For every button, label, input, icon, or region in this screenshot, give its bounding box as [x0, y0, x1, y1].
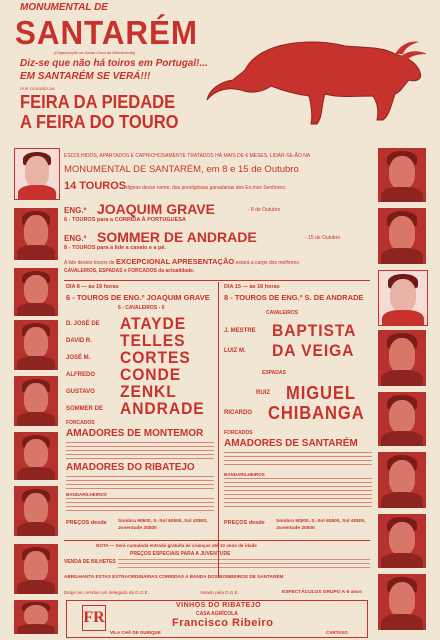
- day8-fill-3: [66, 498, 214, 514]
- sponsor-logo: FR: [82, 605, 106, 631]
- portrait-photo-11: [378, 208, 426, 264]
- day15-matador-1-first: RUIZ: [256, 390, 270, 396]
- ganadero-2-date: - 15 de Outubro: [305, 235, 341, 241]
- footer-espectaculos: ESPECTÁCULOS GRUPO A-5 anos: [282, 590, 362, 595]
- day8-bandarilheiros: BANDARILHEIROS: [66, 492, 107, 497]
- footer-visado: Visado pela D.G.E.: [200, 590, 239, 595]
- footer-abrilhanta: ABRILHANTA ESTAS EXTRAORDINÁRIAS CORRIDAS A BANDA DOS BOMBEIROS DE SANTARÉM: [64, 574, 284, 579]
- portrait-photo-17: [378, 574, 426, 630]
- day8-forcados: FORCADOS: [66, 420, 95, 426]
- footer-venda: VENDA DE BILHETES: [64, 559, 116, 565]
- header-city: SANTARÉM: [15, 14, 198, 51]
- intro-line-1: ESCOLHIDOS, APARTADOS E CAPRICHOSAMENTE TRATADOS HÁ MAIS DE 6 MESES, LIDAR-SE-ÃO NA: [64, 153, 311, 159]
- day8-group-1: AMADORES DE MONTEMOR: [66, 428, 204, 439]
- day8-rider-4-last: CONDE: [120, 365, 182, 384]
- ganadero-1-date: - 8 de Outubro: [248, 207, 281, 213]
- day15-fill-2: [224, 478, 372, 508]
- day8-rider-4-first: ALFREDO: [66, 372, 95, 378]
- portrait-photo-3: [14, 268, 58, 316]
- day15-forcados: FORCADOS: [224, 430, 253, 436]
- header-monumental: MONUMENTAL DE: [20, 2, 108, 13]
- day8-date: DIA 8 — às 16 horas: [66, 284, 119, 290]
- day8-rider-6-first: SOMMER DE: [66, 406, 104, 412]
- ganadero-1-name: JOAQUIM GRAVE: [97, 201, 215, 217]
- sponsor-casa: CASA AGRÍCOLA: [196, 611, 238, 617]
- day8-group-2: AMADORES DO RIBATEJO: [66, 462, 195, 473]
- sponsor-cartaxo: CARTAXO: [326, 630, 348, 635]
- portrait-photo-10: [378, 148, 426, 202]
- day15-group: AMADORES DE SANTARÉM: [224, 438, 358, 449]
- day15-precos-label: PREÇOS desde: [224, 520, 265, 526]
- day8-rider-2-last: TELLES: [120, 331, 186, 350]
- day15-rider-2-last: DA VEIGA: [272, 341, 355, 360]
- day15-bandarilheiros: BANDARILHEIROS: [224, 472, 265, 477]
- day8-fill-2: [66, 476, 214, 490]
- excepcional-highlight: EXCEPCIONAL APRESENTAÇÃO: [115, 257, 235, 266]
- portrait-photo-9: [14, 600, 58, 634]
- header-organizer: (Organização da Santa Casa da Misericórdia): [54, 50, 136, 55]
- day8-rider-6-last: ANDRADE: [120, 399, 205, 418]
- excepcional-text-1: A lide destes touros de: [64, 260, 115, 266]
- sponsor-vila: VILA CHÃ DE OURIQUE: [110, 630, 161, 635]
- day15-touros: 8 - TOUROS DE ENG.º S. DE ANDRADE: [224, 293, 364, 302]
- ganadero-2-prefix: ENG.º: [64, 234, 87, 243]
- portrait-photo-8: [14, 544, 58, 594]
- portrait-photo-7: [14, 486, 58, 536]
- footer-venda-fill: [118, 559, 370, 571]
- day15-precos: Sombra 90$00, S.-Sol 60$00, Sol 40$00, Juventude 20$00: [276, 519, 366, 531]
- excepcional-text-2: estará a cargo dos melhores: [235, 260, 299, 266]
- day8-cavaleiros: 6 - CAVALEIROS - 6: [118, 305, 165, 311]
- portrait-photo-12: [378, 270, 428, 326]
- day8-touros: 6 - TOUROS DE ENG.º JOAQUIM GRAVE: [66, 293, 210, 302]
- ganadero-1-prefix: ENG.º: [64, 206, 87, 215]
- footer-direccao: Dirige as corridas um delegado da D.G.E.: [64, 590, 150, 595]
- day15-espadas: ESPADAS: [262, 370, 286, 376]
- portrait-photo-6: [14, 432, 58, 480]
- ganadero-1-desc: 6 - TOUROS para a CORRIDA À PORTUGUESA: [64, 217, 186, 223]
- day15-matador-2-first: RICARDO: [224, 410, 252, 416]
- day8-rider-1-first: D. JOSÉ DE: [66, 321, 100, 327]
- day8-rider-3-first: JOSÉ M.: [66, 355, 91, 361]
- day8-rider-2-first: DAVID R.: [66, 338, 92, 344]
- day15-fill-1: [224, 452, 372, 466]
- intro-touros-rest: dignos desse nome, das prestigiosas ganadarias dos Ex.mos Senhores:: [126, 185, 287, 191]
- footer-nota: NOTA — Será cumulada entrada gratuita às crianças até 10 anos de idade: [96, 543, 257, 548]
- day8-fill-1: [66, 442, 214, 460]
- day8-rider-5-last: ZENKL: [120, 382, 177, 401]
- header-feira-1: FEIRA DA PIEDADE: [20, 92, 176, 112]
- divider-top: [64, 280, 370, 281]
- ganadero-2-name: SOMMER DE ANDRADE: [97, 229, 257, 245]
- bull-illustration: [205, 20, 435, 130]
- day15-matador-1-last: MIGUEL: [286, 383, 356, 403]
- header-por-ocasiao: POR OCASIÃO DA: [20, 86, 55, 91]
- day15-rider-1-first: J. MESTRE: [224, 328, 256, 334]
- portrait-photo-13: [378, 330, 426, 386]
- day15-matador-2-last: CHIBANGA: [268, 403, 365, 423]
- header-slogan-1: Diz-se que não há toiros em Portugal!...: [20, 58, 208, 69]
- divider-center: [218, 282, 219, 578]
- day15-rider-1-last: BAPTISTA: [272, 321, 357, 340]
- day15-cavaleiros: CAVALEIROS: [266, 310, 299, 316]
- day8-rider-5-first: GUSTAVO: [66, 389, 95, 395]
- excepcional-block: [64, 258, 370, 275]
- header-feira-2: A FEIRA DO TOURO: [20, 112, 179, 132]
- day8-rider-1-last: ATAYDE: [120, 314, 187, 333]
- excepcional-text-3: CAVALEIROS, ESPADAS e FORCADOS da actualidade.: [64, 268, 195, 274]
- footer-precos-especiais: PREÇOS ESPECIAIS PARA A JUVENTUDE: [130, 551, 231, 557]
- portrait-photo-2: [14, 208, 58, 260]
- divider-bottom: [64, 540, 370, 541]
- day15-rider-2-first: LUIZ M.: [224, 348, 246, 354]
- sponsor-vinhos: VINHOS DO RIBATEJO: [176, 602, 262, 609]
- day8-precos: Sombra 90$00, S.-Sol 60$00, Sol 40$00, Juventude 20$00: [118, 519, 208, 531]
- header-slogan-2: EM SANTARÉM SE VERÁ!!!: [20, 71, 151, 82]
- portrait-photo-5: [14, 376, 58, 426]
- sponsor-name: Francisco Ribeiro: [172, 617, 274, 629]
- intro-line-2: MONUMENTAL DE SANTARÉM, em 8 e 15 de Outubro: [64, 164, 299, 175]
- day8-rider-3-last: CORTES: [120, 348, 191, 367]
- portrait-photo-15: [378, 452, 426, 508]
- intro-touros: 14 TOUROS: [64, 180, 127, 192]
- day8-precos-label: PREÇOS desde: [66, 520, 107, 526]
- portrait-photo-14: [378, 392, 426, 446]
- portrait-photo-1: [14, 148, 60, 200]
- ganadero-2-desc: 8 - TOUROS para a lide a cavalo e a pé.: [64, 245, 166, 251]
- portrait-photo-16: [378, 514, 426, 568]
- day15-date: DIA 15 — às 16 horas: [224, 284, 280, 290]
- portrait-photo-4: [14, 320, 58, 370]
